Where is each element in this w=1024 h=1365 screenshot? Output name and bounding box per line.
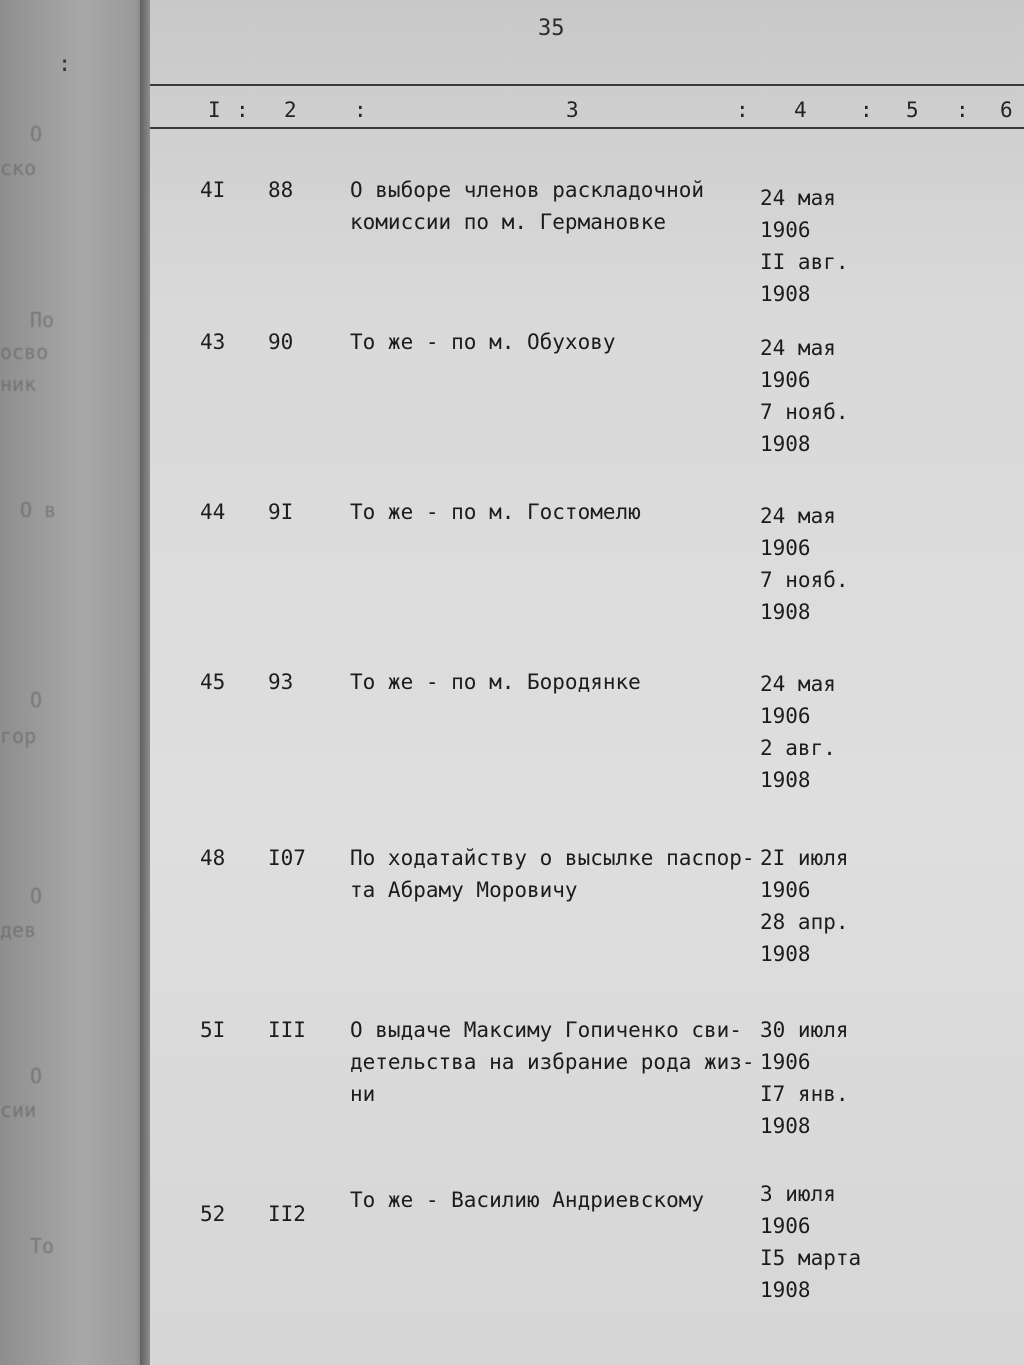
left-fragment: О	[30, 688, 43, 712]
left-fragment: По	[30, 308, 55, 332]
entry-dates	[760, 1178, 900, 1306]
date-line: 3 июля	[760, 1182, 836, 1206]
entry-number: 48	[200, 846, 226, 870]
title-line: О выборе членов раскладочной	[350, 178, 705, 202]
page-number: 35	[538, 16, 565, 41]
column-separator: :	[354, 98, 367, 122]
entry-dates	[760, 668, 900, 796]
left-fragment: О	[30, 1064, 43, 1088]
column-separator: :	[956, 98, 969, 122]
entry-dates	[760, 182, 900, 310]
date-line: 1908	[760, 1278, 811, 1302]
entry-title	[350, 1184, 770, 1216]
date-line: 1906	[760, 218, 811, 242]
date-line: 1906	[760, 704, 811, 728]
date-line: 24 мая	[760, 504, 836, 528]
title-line: комиссии по м. Германовке	[350, 210, 667, 234]
entry-dates	[760, 332, 900, 460]
entry-title	[350, 174, 770, 238]
date-line: I5 марта	[760, 1246, 862, 1270]
date-line: 2I июля	[760, 846, 849, 870]
column-separator: :	[860, 98, 873, 122]
date-line: 28 апр.	[760, 910, 849, 934]
colon-mark: :	[58, 52, 72, 77]
column-header-1: I	[208, 98, 221, 122]
title-line: По ходатайству о высылке паспор-	[350, 846, 755, 870]
left-fragment: О	[30, 122, 43, 146]
entry-dates	[760, 500, 900, 628]
left-fragment: ско	[0, 156, 37, 180]
date-line: 1906	[760, 878, 811, 902]
date-line: 24 мая	[760, 336, 836, 360]
entry-number: 4I	[200, 178, 226, 202]
date-line: 1906	[760, 1050, 811, 1074]
date-line: 2 авг.	[760, 736, 836, 760]
previous-page	[0, 0, 150, 1365]
entry-title	[350, 842, 770, 906]
date-line: 24 мая	[760, 672, 836, 696]
entry-title	[350, 666, 770, 698]
title-line: О выдаче Максиму Гопиченко сви-	[350, 1018, 742, 1042]
date-line: 30 июля	[760, 1018, 849, 1042]
entry-dates	[760, 1014, 900, 1142]
column-header-2: 2	[284, 98, 297, 122]
date-line: I7 янв.	[760, 1082, 849, 1106]
title-line: То же - по м. Обухову	[350, 330, 616, 354]
entry-number: 45	[200, 670, 226, 694]
left-fragment: То	[30, 1234, 55, 1258]
case-number: II2	[268, 1202, 306, 1226]
entry-number: 52	[200, 1202, 226, 1226]
title-line: ни	[350, 1082, 376, 1106]
title-line: То же - по м. Гостомелю	[350, 500, 641, 524]
left-fragment: О	[30, 884, 43, 908]
title-line: та Абраму Моровичу	[350, 878, 578, 902]
left-fragment: дев	[0, 918, 37, 942]
entry-title	[350, 1014, 770, 1110]
title-line: То же - Василию Андриевскому	[350, 1188, 705, 1212]
column-header-4: 4	[794, 98, 807, 122]
date-line: 7 нояб.	[760, 400, 849, 424]
date-line: 1908	[760, 282, 811, 306]
case-number: 93	[268, 670, 294, 694]
entry-number: 43	[200, 330, 226, 354]
date-line: 1908	[760, 432, 811, 456]
case-number: 9I	[268, 500, 294, 524]
entry-number: 5I	[200, 1018, 226, 1042]
entry-title	[350, 326, 770, 358]
column-header-3: 3	[566, 98, 579, 122]
entry-number: 44	[200, 500, 226, 524]
date-line: 1908	[760, 600, 811, 624]
title-line: То же - по м. Бородянке	[350, 670, 641, 694]
left-fragment: осво	[0, 340, 49, 364]
column-separator: :	[736, 98, 749, 122]
date-line: 1906	[760, 536, 811, 560]
document-page	[150, 0, 1024, 1365]
entry-title	[350, 496, 770, 528]
date-line: 1906	[760, 1214, 811, 1238]
left-fragment: сии	[0, 1098, 37, 1122]
entry-dates	[760, 842, 900, 970]
case-number: 90	[268, 330, 294, 354]
date-line: 1908	[760, 1114, 811, 1138]
title-line: детельства на избрание рода жиз-	[350, 1050, 755, 1074]
left-fragment: ник	[0, 372, 37, 396]
date-line: 1906	[760, 368, 811, 392]
case-number: III	[268, 1018, 306, 1042]
column-header-6: 6	[1000, 98, 1013, 122]
column-separator: :	[236, 98, 249, 122]
header-bottom-rule	[150, 127, 1024, 129]
date-line: 24 мая	[760, 186, 836, 210]
case-number: 88	[268, 178, 294, 202]
column-header-5: 5	[906, 98, 919, 122]
header-top-rule	[150, 84, 1024, 86]
date-line: 1908	[760, 942, 811, 966]
left-fragment: гор	[0, 724, 37, 748]
case-number: I07	[268, 846, 306, 870]
date-line: 7 нояб.	[760, 568, 849, 592]
left-fragment: О в	[20, 498, 57, 522]
date-line: 1908	[760, 768, 811, 792]
date-line: II авг.	[760, 250, 849, 274]
